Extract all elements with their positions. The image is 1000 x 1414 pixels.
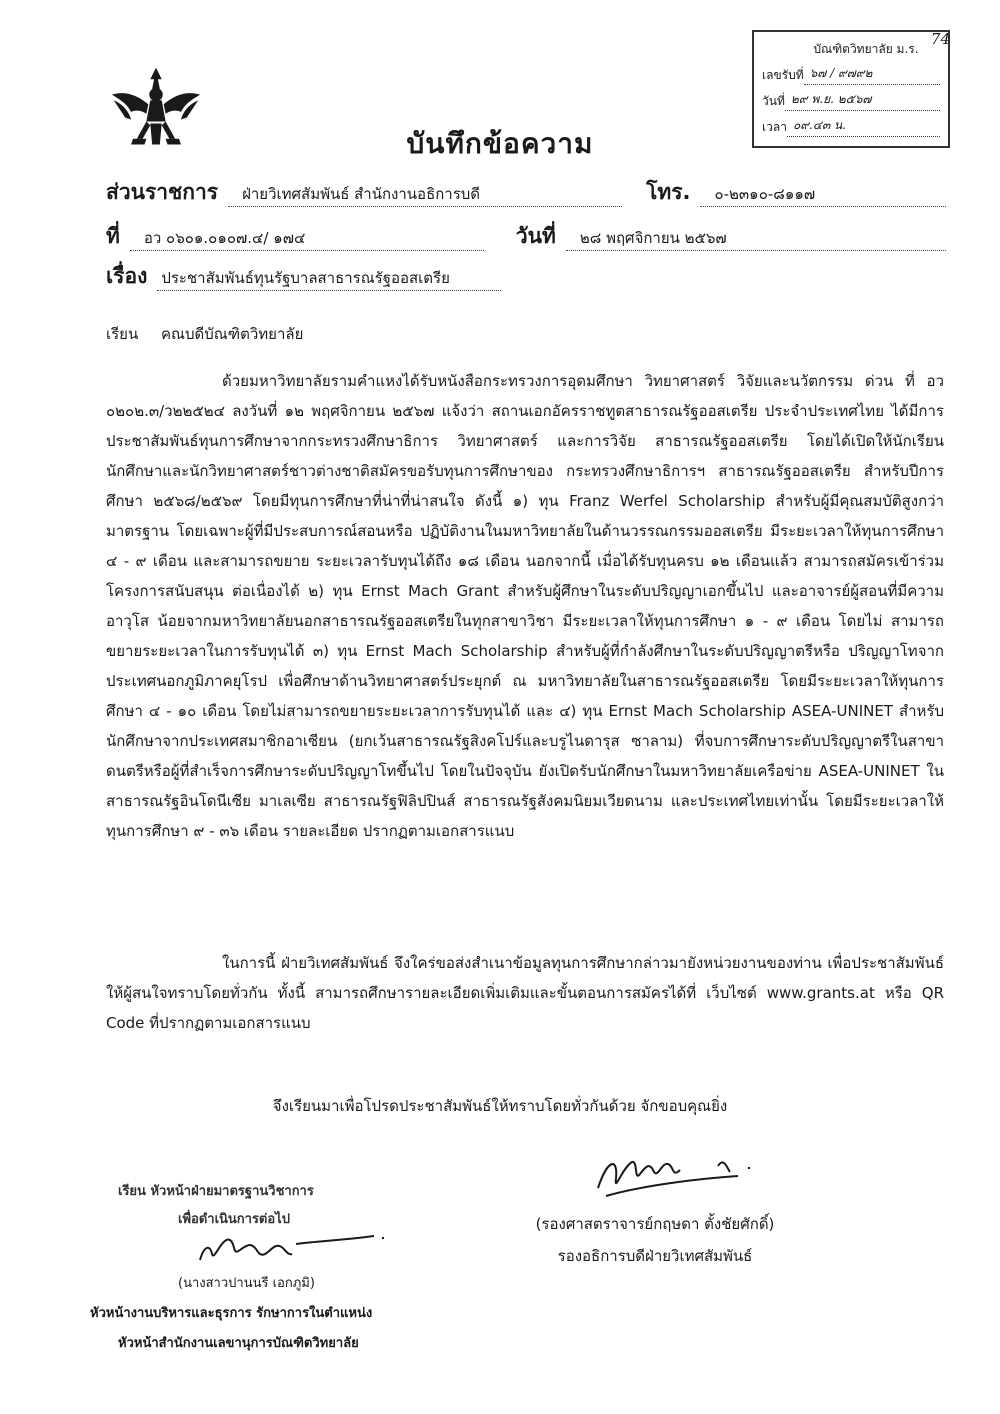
note-signature-mark: [196, 1226, 396, 1274]
stamp-title: บัณฑิตวิทยาลัย ม.ร.: [813, 42, 919, 56]
note-signer-name: (นางสาวปานนรี เอกภูมิ): [178, 1276, 315, 1291]
reference-row: [106, 220, 946, 253]
stamp-date-value: ๒๙ พ.ย. ๒๕๖๗: [785, 88, 940, 111]
agency-value: ฝ่ายวิเทศสัมพันธ์ สำนักงานอธิการบดี: [228, 182, 622, 207]
date-label: วันที่: [515, 224, 556, 248]
stamp-time-label: เวลา: [762, 120, 787, 134]
date-value: ๒๘ พฤศจิกายน ๒๕๖๗: [566, 226, 946, 251]
phone-label: โทร.: [646, 180, 691, 204]
stamp-date-row: [762, 88, 940, 114]
salutation: [106, 322, 321, 346]
agency-label: ส่วนราชการ: [106, 180, 219, 204]
stamp-received-value: ๖๗ / ๙๗๙๒: [804, 62, 940, 85]
signer-position: รองอธิการบดีฝ่ายวิเทศสัมพันธ์: [557, 1247, 753, 1265]
body-paragraph-2: ในการนี้ ฝ่ายวิเทศสัมพันธ์ จึงใคร่ขอส่งสำเนาข้อมูลทุนการศึกษากล่าวมายังหน่วยงานของท่าน เพื่อประชาสัมพันธ์ให้ผู้สนใจทราบโดยทั่วกัน ทั้งนี้ สามารถศึกษารายละเอียดเพิ่มเติมและขั้นตอนการสมัครได้ที่ เว็บไซต์ www.grants.at หรือ QR Code ที่ปรากฏตามเอกสารแนบ: [106, 954, 944, 1032]
salutation-recipient: คณบดีบัณฑิตวิทยาลัย: [161, 325, 304, 343]
note-signer-position-1: หัวหน้างานบริหารและธุรการ รักษาการในตำแหน่ง: [90, 1306, 373, 1321]
subject-row: [106, 260, 946, 293]
subject-label: เรื่อง: [106, 264, 148, 288]
stamp-received-label: เลขรับที่: [762, 68, 804, 82]
signature-mark: [588, 1148, 778, 1206]
signer-name: (รองศาสตราจารย์กฤษดา ตั้งชัยศักดิ์): [535, 1215, 775, 1233]
stamp-time-value: ๐๙.๔๓ น.: [787, 114, 940, 137]
stamp-date-label: วันที่: [762, 94, 785, 108]
note-line-2: เพื่อดำเนินการต่อไป: [178, 1212, 290, 1227]
body-paragraph-1: ด้วยมหาวิทยาลัยรามคำแหงได้รับหนังสือกระทรวงการอุดมศึกษา วิทยาศาสตร์ วิจัยและนวัตกรรม ด่วน ที่ อว ๐๒๐๒.๓/ว๒๒๕๒๔ ลงวันที่ ๑๒ พฤศจิกายน ๒๕๖๗ แจ้งว่า สถานเอกอัครราชทูตสาธารณรัฐออสเตรีย ประจำประเทศไทย ได้มีการประชาสัมพันธ์ทุนการศึกษาจากกระทรวงศึกษาธิการ วิทยาศาสตร์ และการวิจัย สาธารณรัฐออสเตรีย โดยได้เปิดให้นักเรียน นักศึกษาและนักวิทยาศาสตร์ชาวต่างชาติสมัครขอรับทุนการศึกษาของ กระทรวงศึกษาธิการฯ สาธารณรัฐออสเตรีย สำหรับปีการศึกษา ๒๕๖๘/๒๕๖๙ โดยมีทุนการศึกษาที่น่าที่น่าสนใจ ดังนี้ ๑) ทุน Franz Werfel Scholarship สำหรับผู้มีคุณสมบัติสูงกว่ามาตรฐาน โดยเฉพาะผู้ที่มีประสบการณ์สอนหรือ ปฏิบัติงานในมหาวิทยาลัยในด้านวรรณกรรมออสเตรีย มีระยะเวลาให้ทุนการศึกษา ๔ - ๙ เดือน และสามารถขยาย ระยะเวลารับทุนได้ถึง ๑๘ เดือน นอกจากนี้ เมื่อได้รับทุนครบ ๑๒ เดือนแล้ว สามารถสมัครเข้าร่วมโครงการสนับสนุน ต่อเนื่องได้ ๒) ทุน Ernst Mach Grant สำหรับผู้ศึกษาในระดับปริญญาเอกขึ้นไป และอาจารย์ผู้สอนที่มีความอาวุโส น้อยจากมหาวิทยาลัยนอกสาธารณรัฐออสเตรียในทุกสาขาวิชา มีระยะเวลาให้ทุนการศึกษา ๑ - ๙ เดือน โดยไม่ สามารถขยายระยะเวลาในการรับทุนได้ ๓) ทุน Ernst Mach Scholarship สำหรับผู้ที่กำลังศึกษาในระดับปริญญาตรีหรือ ปริญญาโทจากประเทศนอกภูมิภาคยุโรป เพื่อศึกษาด้านวิทยาศาสตร์ประยุกต์ ณ มหาวิทยาลัยในสาธารณรัฐออสเตรีย โดยมีระยะเวลาให้ทุนการศึกษา ๔ - ๑๐ เดือน โดยไม่สามารถขยายระยะเวลาการรับทุนได้ และ ๔) ทุน Ernst Mach Scholarship ASEA-UNINET สำหรับนักศึกษาจากประเทศสมาชิกอาเซียน (ยกเว้นสาธารณรัฐสิงคโปร์และบรูไนดารุส ซาลาม) ที่จบการศึกษาระดับปริญญาตรีในสาขาดนตรีหรือผู้ที่สำเร็จการศึกษาระดับปริญญาโทขึ้นไป โดยในปัจจุบัน ยังเปิดรับนักศึกษาในมหาวิทยาลัยเครือข่าย ASEA-UNINET ในสาธารณรัฐอินโดนีเซีย มาเลเซีย สาธารณรัฐฟิลิปปินส์ สาธารณรัฐสังคมนิยมเวียดนาม และประเทศไทยเท่านั้น โดยมีระยะเวลาให้ทุนการศึกษา ๙ - ๓๖ เดือน รายละเอียด ปรากฏตามเอกสารแนบ: [106, 372, 944, 840]
salutation-label: เรียน: [106, 325, 139, 343]
note-signer-position-2: หัวหน้าสำนักงานเลขานุการบัณฑิตวิทยาลัย: [118, 1336, 359, 1351]
closing-line: จึงเรียนมาเพื่อโปรดประชาสัมพันธ์ให้ทราบโดยทั่วกันด้วย จักขอบคุณยิ่ง: [272, 1097, 728, 1115]
agency-row: [106, 176, 946, 209]
phone-value: ๐-๒๓๑๐-๘๑๑๗: [700, 182, 946, 207]
reference-label: ที่: [106, 224, 120, 248]
page-number: 74: [930, 30, 950, 48]
document-title: บันทึกข้อความ: [406, 127, 594, 160]
reference-value: อว ๐๖๐๑.๐๑๐๗.๔/ ๑๗๔: [130, 226, 484, 251]
note-line-1: เรียน หัวหน้าฝ่ายมาตรฐานวิชาการ: [118, 1184, 314, 1199]
subject-value: ประชาสัมพันธ์ทุนรัฐบาลสาธารณรัฐออสเตรีย: [157, 266, 501, 291]
stamp-received-row: [762, 62, 940, 88]
